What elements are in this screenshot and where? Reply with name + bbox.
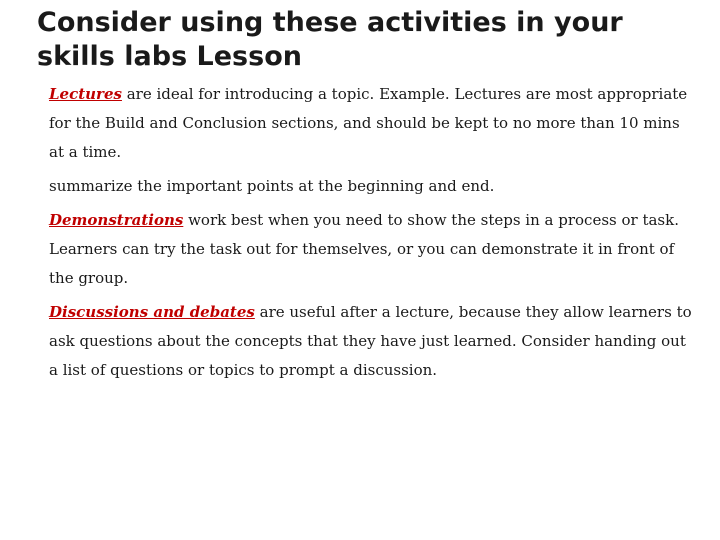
paragraph-lectures [49, 80, 699, 167]
term-lectures: Lectures [49, 85, 122, 103]
paragraph-text: work best when you need to show the steps in a process or task. Learners can try the task out for themselves, or you can demonstrate it in front of the group. [49, 211, 679, 287]
paragraph-text: are useful after a lecture, because they allow learners to ask questions about the concepts that they have just learned. Consider handing out a list of questions or topics to prompt a discussion. [49, 303, 692, 379]
slide-title: Consider using these activities in your skills labs Lesson [37, 7, 623, 72]
slide-body [49, 80, 699, 390]
paragraph-discussions [49, 298, 699, 385]
term-demonstrations: Demonstrations [49, 211, 184, 229]
paragraph-text: are ideal for introducing a topic. Example. Lectures are most appropriate for the Build and Conclusion sections, and should be kept to no more than 10 mins at a time. [49, 85, 688, 161]
paragraph-text: summarize the important points at the beginning and end. [49, 177, 495, 195]
paragraph-demonstrations [49, 206, 699, 293]
paragraph-summarize [49, 172, 699, 201]
term-discussions-debates: Discussions and debates [49, 303, 255, 321]
